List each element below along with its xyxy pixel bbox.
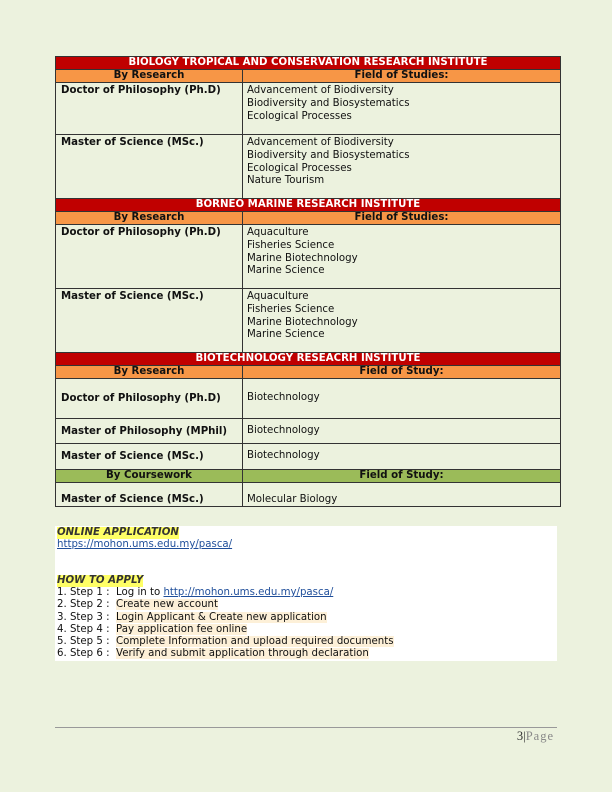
- field-item: Biotechnology: [247, 392, 320, 404]
- field-item: Biodiversity and Biosystematics: [247, 149, 410, 161]
- field-item: Fisheries Science: [247, 303, 335, 315]
- field-header: Field of Study:: [243, 366, 561, 379]
- institute-title: BORNEO MARINE RESEARCH INSTITUTE: [56, 199, 561, 212]
- field-item: Ecological Processes: [247, 162, 352, 174]
- field-item: Molecular Biology: [247, 494, 338, 505]
- degree-cell: Doctor of Philosophy (Ph.D): [56, 225, 243, 289]
- mode-header: By Coursework: [56, 470, 243, 483]
- table-row: [56, 419, 561, 444]
- list-item: [57, 599, 557, 611]
- table-row: [56, 225, 561, 289]
- field-item: Advancement of Biodiversity: [247, 137, 394, 148]
- field-item: Aquaculture: [247, 291, 309, 302]
- mode-header: By Research: [56, 70, 243, 83]
- field-item: Advancement of Biodiversity: [247, 85, 394, 96]
- fields-cell: [243, 225, 561, 289]
- online-application-link[interactable]: https://mohon.ums.edu.my/pasca/: [57, 539, 233, 550]
- list-item: [57, 624, 557, 636]
- institute-title-row: [56, 199, 561, 212]
- section-header-row: [56, 366, 561, 379]
- footer-divider: [55, 727, 557, 728]
- page-separator: |: [523, 729, 526, 743]
- mode-header: By Research: [56, 212, 243, 225]
- step-label: 3. Step 3 :: [57, 611, 110, 623]
- page-label: Page: [525, 729, 554, 743]
- field-item: Aquaculture: [247, 227, 309, 238]
- field-header: Field of Studies:: [243, 70, 561, 83]
- fields-cell: [243, 135, 561, 199]
- list-item: [57, 612, 557, 624]
- degree-cell: Master of Science (MSc.): [56, 135, 243, 199]
- step-text: Complete Information and upload required documents: [116, 636, 394, 648]
- degree-cell: Master of Philosophy (MPhil): [56, 419, 243, 444]
- field-item: Fisheries Science: [247, 239, 335, 251]
- step-label: 5. Step 5 :: [57, 636, 110, 648]
- mode-header: By Research: [56, 366, 243, 379]
- table-row: [56, 483, 561, 507]
- field-item: Biotechnology: [247, 450, 320, 462]
- fields-cell: [243, 483, 561, 507]
- table-row: [56, 379, 561, 419]
- degree-cell: Doctor of Philosophy (Ph.D): [56, 83, 243, 135]
- field-item: Marine Science: [247, 265, 325, 277]
- fields-cell: [243, 289, 561, 353]
- table-row: [56, 289, 561, 353]
- step-text: Verify and submit application through declaration: [116, 648, 369, 660]
- step-label: 4. Step 4 :: [57, 623, 110, 635]
- section-header-row: [56, 470, 561, 483]
- field-item: Nature Tourism: [247, 175, 325, 187]
- section-header-row: [56, 212, 561, 225]
- degree-cell: Master of Science (MSc.): [56, 444, 243, 470]
- institute-title: BIOTECHNOLOGY RESEACRH INSTITUTE: [56, 353, 561, 366]
- page-number: 3: [516, 729, 524, 743]
- step-text: Pay application fee online: [116, 623, 248, 635]
- step-label: 6. Step 6 :: [57, 648, 110, 660]
- step-text: Login Applicant & Create new application: [116, 611, 327, 623]
- institute-title: BIOLOGY TROPICAL AND CONSERVATION RESEARCH INSTITUTE: [56, 57, 561, 70]
- field-item: Biodiversity and Biosystematics: [247, 97, 410, 109]
- page-footer: [517, 729, 554, 744]
- list-item: [57, 587, 557, 599]
- online-application-heading: ONLINE APPLICATION: [57, 527, 179, 538]
- field-item: Marine Biotechnology: [247, 252, 358, 264]
- field-item: Marine Biotechnology: [247, 316, 358, 328]
- application-info-box: [55, 526, 557, 661]
- step-label: 1. Step 1 :: [57, 587, 110, 598]
- step-text: Create new account: [116, 599, 219, 611]
- list-item: [57, 636, 557, 648]
- how-to-apply-heading: HOW TO APPLY: [57, 575, 144, 586]
- step-label: 2. Step 2 :: [57, 599, 110, 611]
- step-link[interactable]: http://mohon.ums.edu.my/pasca/: [163, 587, 334, 598]
- programmes-table: [55, 56, 561, 507]
- section-header-row: [56, 70, 561, 83]
- step-text: Log in to: [116, 587, 164, 598]
- table-row: [56, 444, 561, 470]
- field-item: Biotechnology: [247, 424, 320, 436]
- fields-cell: [243, 419, 561, 444]
- degree-cell: Master of Science (MSc.): [56, 483, 243, 507]
- field-item: Ecological Processes: [247, 110, 352, 122]
- steps-list: [55, 587, 557, 661]
- degree-cell: Master of Science (MSc.): [56, 289, 243, 353]
- fields-cell: [243, 379, 561, 419]
- field-header: Field of Study:: [243, 470, 561, 483]
- table-row: [56, 135, 561, 199]
- institute-title-row: [56, 353, 561, 366]
- fields-cell: [243, 444, 561, 470]
- fields-cell: [243, 83, 561, 135]
- field-item: Marine Science: [247, 329, 325, 341]
- degree-cell: Doctor of Philosophy (Ph.D): [56, 379, 243, 419]
- list-item: [57, 648, 557, 660]
- institute-title-row: [56, 57, 561, 70]
- table-row: [56, 83, 561, 135]
- field-header: Field of Studies:: [243, 212, 561, 225]
